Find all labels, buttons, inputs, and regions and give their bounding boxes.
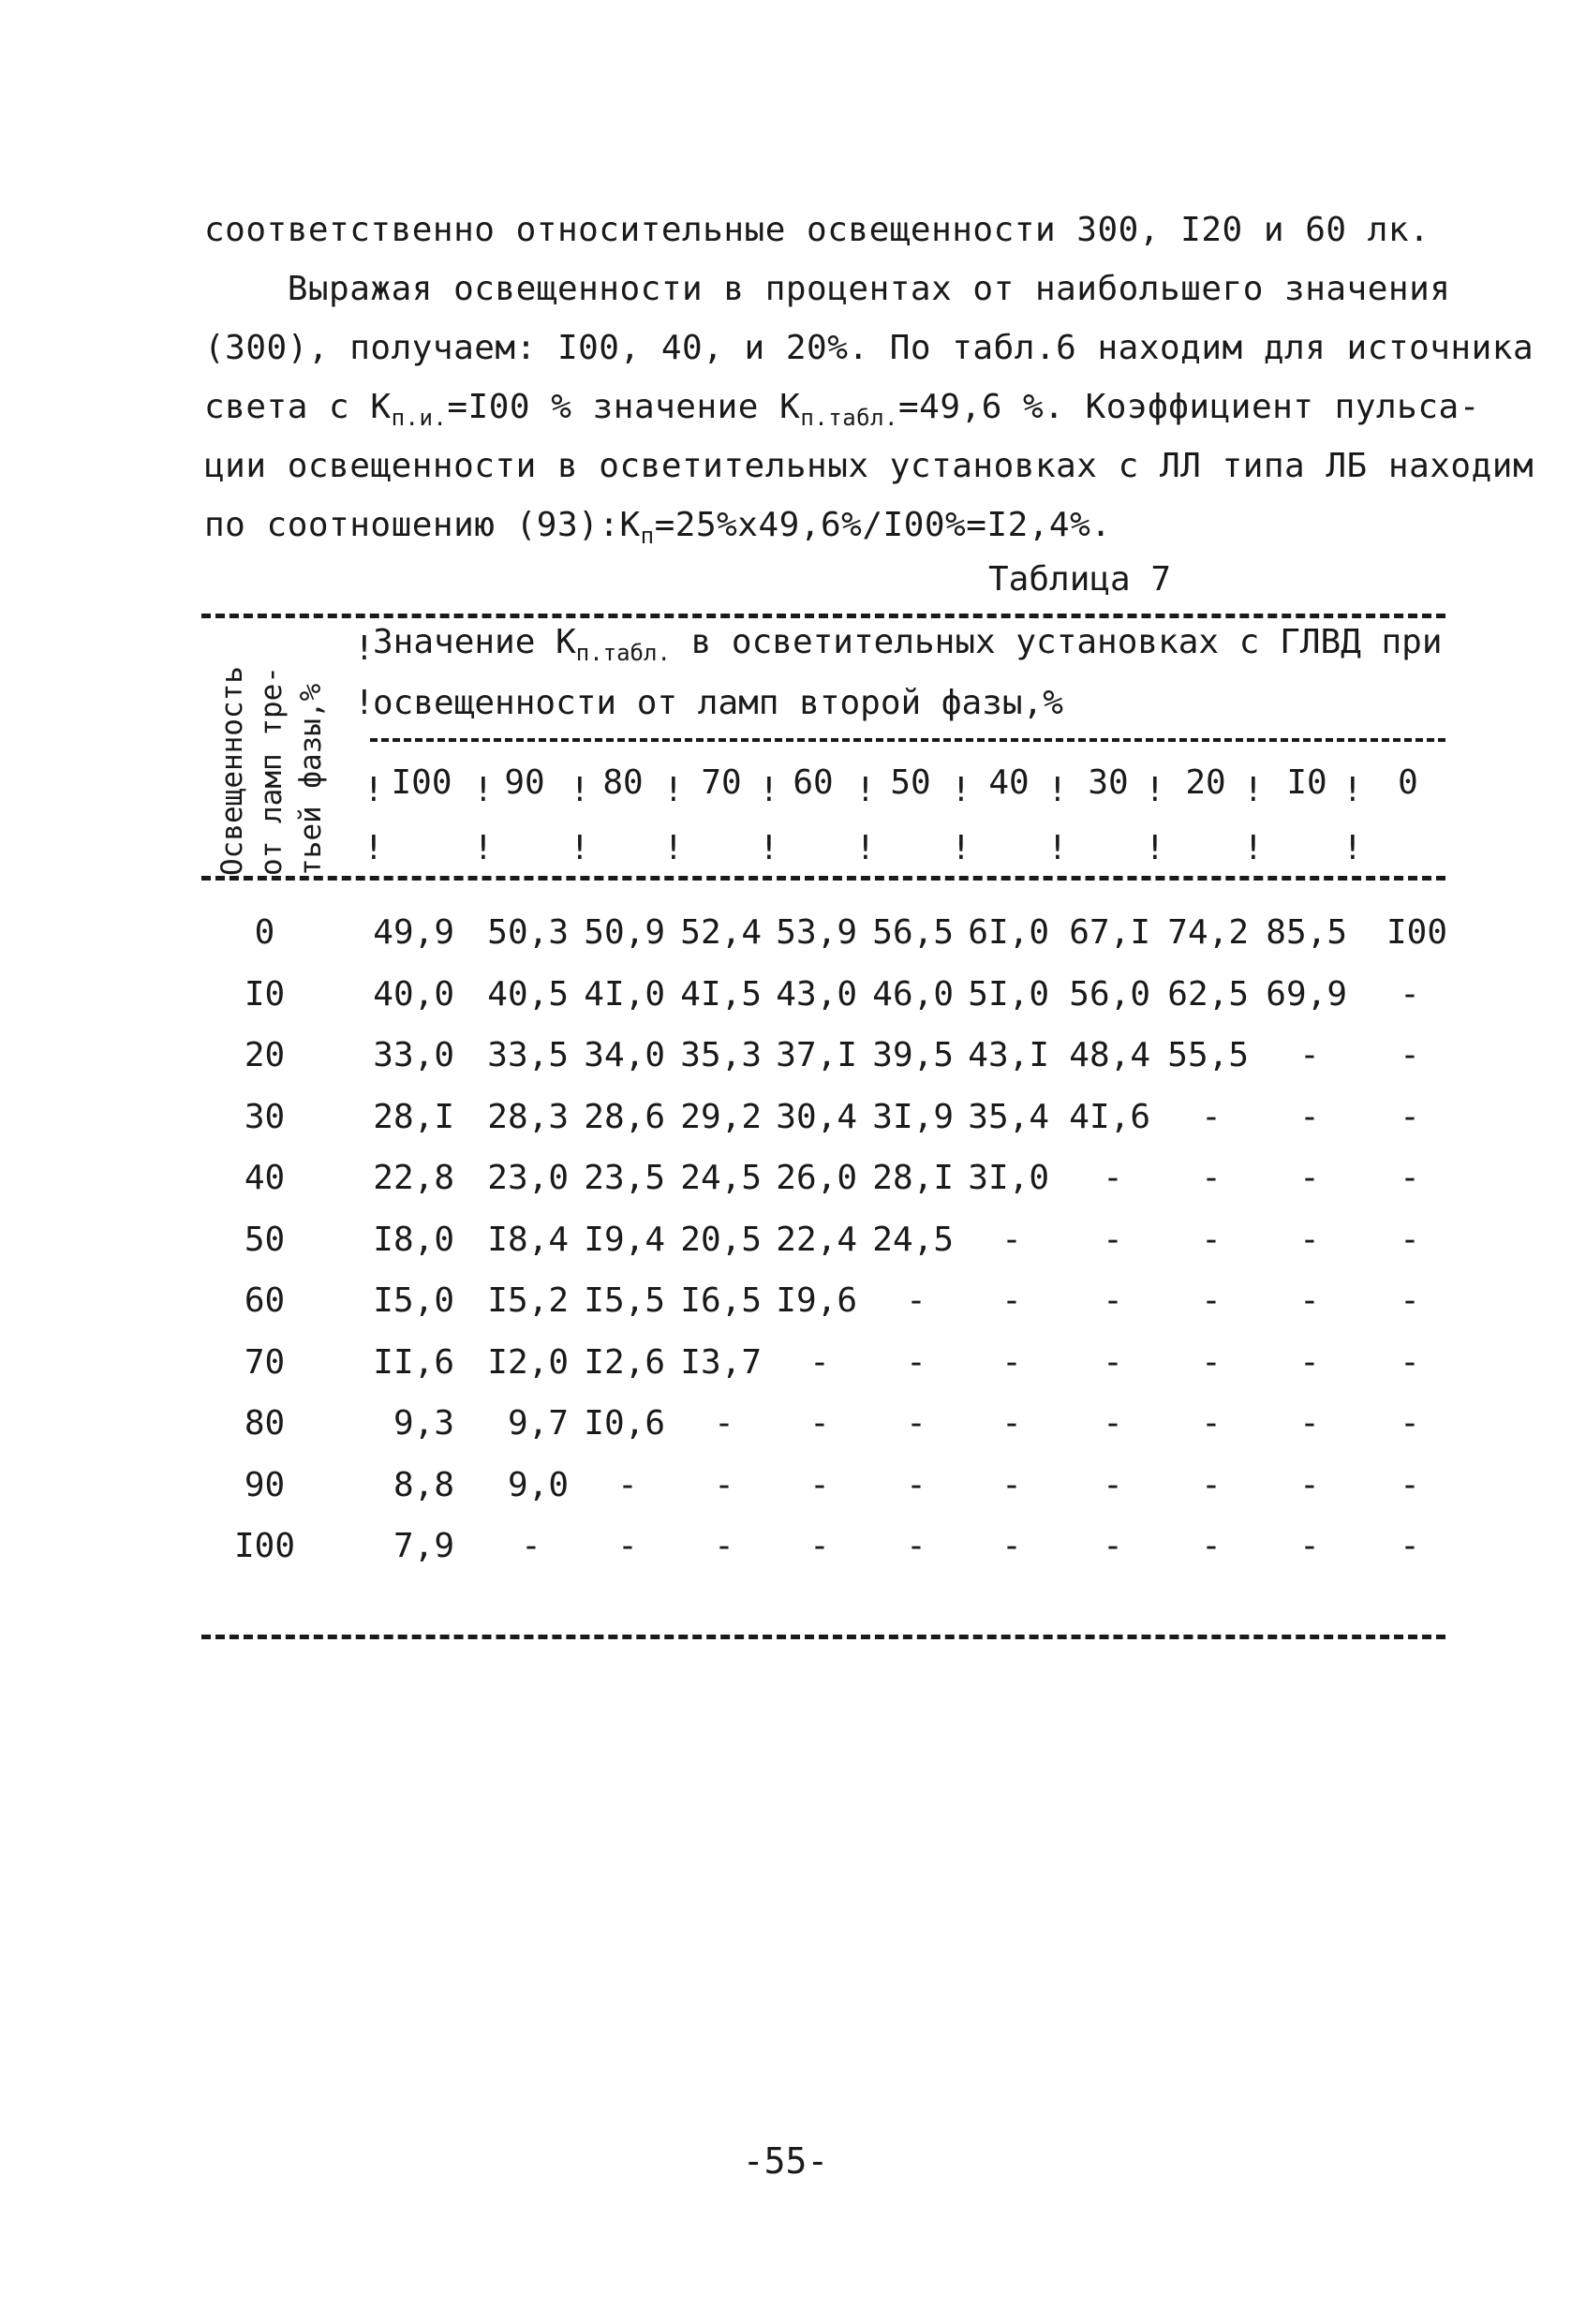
table-cell: - xyxy=(1299,1281,1320,1320)
column-header: 30 xyxy=(1088,763,1129,802)
separator-mark: ! xyxy=(759,829,779,867)
table-cell: - xyxy=(906,1281,926,1320)
column-header: 80 xyxy=(602,763,644,802)
table-cell: 67,I xyxy=(1069,913,1150,952)
table-cell: - xyxy=(1400,1342,1420,1382)
row-label: I00 xyxy=(233,1527,296,1565)
separator-mark: ! xyxy=(363,829,384,867)
table-cell: - xyxy=(1001,1404,1022,1443)
row-header-line-2: от ламп тре- xyxy=(255,666,289,876)
column-header: 90 xyxy=(504,763,545,802)
table-cell: 29,2 xyxy=(680,1097,762,1136)
column-header: 0 xyxy=(1398,763,1418,802)
table-cell: 7,9 xyxy=(393,1527,454,1565)
table-cell: - xyxy=(809,1527,830,1565)
table-cell: 48,4 xyxy=(1069,1036,1150,1074)
table-cell: - xyxy=(1201,1281,1222,1320)
table-cell: - xyxy=(1400,1404,1420,1443)
table-cell: - xyxy=(617,1465,638,1504)
table-cell: - xyxy=(617,1527,638,1565)
table-cell: - xyxy=(1103,1342,1123,1382)
table-cell: 30,4 xyxy=(776,1097,857,1136)
table-cell: - xyxy=(1201,1404,1222,1443)
table-cell: 26,0 xyxy=(776,1159,857,1197)
table-caption: Таблица 7 xyxy=(988,560,1172,599)
table-cell: - xyxy=(1400,1527,1420,1565)
table-cell: I5,5 xyxy=(584,1281,665,1320)
table-cell: 50,9 xyxy=(584,913,665,952)
table-cell: - xyxy=(1001,1465,1022,1504)
separator-mark: ! xyxy=(570,771,590,809)
column-header: 50 xyxy=(890,763,931,802)
table-cell: - xyxy=(809,1465,830,1504)
separator-mark: ! xyxy=(951,771,971,809)
separator-mark: ! xyxy=(951,829,971,867)
table-cell: 34,0 xyxy=(584,1036,665,1074)
row-label: I0 xyxy=(244,974,286,1014)
table-top-rule xyxy=(201,614,1445,618)
row-label: 30 xyxy=(244,1097,286,1136)
text-fragment: в осветительных установках с ГЛВД при xyxy=(670,623,1443,661)
table-cell: - xyxy=(1299,1465,1320,1504)
subscript: п.табл. xyxy=(575,640,671,666)
table-cell: 35,3 xyxy=(680,1036,762,1074)
table-cell: - xyxy=(1299,1036,1320,1074)
separator-mark: ! xyxy=(1243,771,1264,809)
table-cell: 4I,0 xyxy=(584,974,665,1014)
table-cell: 24,5 xyxy=(680,1159,762,1197)
table-cell: - xyxy=(1400,1097,1420,1136)
table-header-line-1 xyxy=(373,623,1443,666)
table-cell: 37,I xyxy=(776,1036,857,1074)
table-cell: 9,3 xyxy=(393,1404,454,1443)
table-header-line-2: освещенности от ламп второй фазы,% xyxy=(373,684,1063,722)
table-cell: - xyxy=(714,1527,734,1565)
table-cell: 9,7 xyxy=(507,1404,569,1443)
table-cell: - xyxy=(1103,1220,1123,1259)
subscript: п.и. xyxy=(391,405,448,431)
table-cell: 62,5 xyxy=(1167,974,1249,1014)
row-label: 20 xyxy=(244,1036,286,1074)
table-cell: 22,4 xyxy=(776,1220,857,1259)
table-cell: 43,0 xyxy=(776,974,857,1014)
separator-mark: ! xyxy=(473,771,494,809)
table-cell: 85,5 xyxy=(1266,913,1347,952)
table-cell: - xyxy=(1299,1342,1320,1382)
separator-mark: ! xyxy=(759,771,779,809)
table-cell: II,6 xyxy=(373,1342,454,1382)
table-cell: 28,3 xyxy=(487,1097,569,1136)
table-cell: 74,2 xyxy=(1167,913,1249,952)
column-header: 60 xyxy=(793,763,834,802)
table-cell: I8,4 xyxy=(487,1220,569,1259)
table-cell: - xyxy=(714,1465,734,1504)
table-cell: 33,0 xyxy=(373,1036,454,1074)
table-cell: 49,9 xyxy=(373,913,454,952)
text-fragment: =49,6 %. Коэффициент пульса- xyxy=(898,388,1480,426)
subscript: п.табл. xyxy=(800,405,898,431)
table-cell: - xyxy=(1001,1342,1022,1382)
table-cell: I2,0 xyxy=(487,1342,569,1382)
table-cell: 52,4 xyxy=(680,913,762,952)
table-cell: - xyxy=(1400,1159,1420,1197)
separator-mark: ! xyxy=(354,629,375,668)
table-cell: - xyxy=(1299,1404,1320,1443)
row-label: 80 xyxy=(244,1404,286,1443)
table-cell: 22,8 xyxy=(373,1159,454,1197)
table-cell: 56,0 xyxy=(1069,974,1150,1014)
table-cell: 28,I xyxy=(872,1159,954,1197)
table-cell: I9,4 xyxy=(584,1220,665,1259)
text-fragment: света с К xyxy=(204,388,392,426)
table-cell: I2,6 xyxy=(584,1342,665,1382)
text-fragment: =25%x49,6%/I00%=I2,4%. xyxy=(654,506,1112,544)
table-cell: 8,8 xyxy=(393,1465,454,1504)
table-cell: 46,0 xyxy=(872,974,954,1014)
table-cell: 33,5 xyxy=(487,1036,569,1074)
table-cell: - xyxy=(1001,1281,1022,1320)
table-cell: - xyxy=(906,1527,926,1565)
table-cell: 4I,6 xyxy=(1069,1097,1150,1136)
column-header: I00 xyxy=(391,763,452,802)
separator-mark: ! xyxy=(1047,771,1068,809)
row-header-line-1: Освещенность xyxy=(215,666,249,876)
table-cell: 4I,5 xyxy=(680,974,762,1014)
table-cell: - xyxy=(1201,1342,1222,1382)
table-cell: - xyxy=(906,1404,926,1443)
table-cell: 40,5 xyxy=(487,974,569,1014)
text-line-2: Выражая освещенности в процентах от наибольшего значения xyxy=(204,270,1451,308)
table-cell: - xyxy=(1400,1465,1420,1504)
table-cell: 28,6 xyxy=(584,1097,665,1136)
table-cell: 6I,0 xyxy=(968,913,1049,952)
table-cell: - xyxy=(1299,1159,1320,1197)
table-cell: - xyxy=(1001,1527,1022,1565)
table-cell: 50,3 xyxy=(487,913,569,952)
separator-mark: ! xyxy=(1342,829,1363,867)
separator-mark: ! xyxy=(663,771,684,809)
table-cell: 39,5 xyxy=(872,1036,954,1074)
table-cell: - xyxy=(1299,1097,1320,1136)
table-cell: I6,5 xyxy=(680,1281,762,1320)
table-cell: 53,9 xyxy=(776,913,857,952)
table-cell: 5I,0 xyxy=(968,974,1049,1014)
separator-mark: ! xyxy=(473,829,494,867)
table-cell: 3I,9 xyxy=(872,1097,954,1136)
row-label: 90 xyxy=(244,1465,286,1504)
table-cell: - xyxy=(1299,1527,1320,1565)
table-cell: 69,9 xyxy=(1266,974,1347,1014)
table-cell: 23,5 xyxy=(584,1159,665,1197)
table-cell: - xyxy=(1400,974,1420,1014)
column-header: 40 xyxy=(988,763,1030,802)
table-cell: 23,0 xyxy=(487,1159,569,1197)
header-inner-rule xyxy=(370,738,1445,742)
table-cell: - xyxy=(714,1404,734,1443)
table-cell: I9,6 xyxy=(776,1281,857,1320)
table-cell: - xyxy=(1201,1097,1222,1136)
text-line-3: (300), получаем: I00, 40, и 20%. По табл.6 находим для источника xyxy=(204,329,1534,367)
row-header-line-3: тьей фазы,% xyxy=(294,683,328,876)
text-line-1: соответственно относительные освещенности 300, I20 и 60 лк. xyxy=(204,211,1430,249)
table-cell: 35,4 xyxy=(968,1097,1049,1136)
table-cell: I5,0 xyxy=(373,1281,454,1320)
row-label: 50 xyxy=(244,1220,286,1259)
table-bottom-rule xyxy=(201,1635,1445,1639)
table-cell: - xyxy=(1400,1220,1420,1259)
row-label: 70 xyxy=(244,1342,286,1382)
table-cell: 20,5 xyxy=(680,1220,762,1259)
text-fragment: Значение К xyxy=(373,623,576,661)
table-cell: I5,2 xyxy=(487,1281,569,1320)
table-cell: 43,I xyxy=(968,1036,1049,1074)
separator-mark: ! xyxy=(663,829,684,867)
table-cell: - xyxy=(906,1342,926,1382)
text-line-4 xyxy=(204,385,1480,440)
row-label: 40 xyxy=(244,1159,286,1197)
table-cell: 55,5 xyxy=(1167,1036,1249,1074)
table-cell: 24,5 xyxy=(872,1220,954,1259)
row-label: 0 xyxy=(254,913,275,952)
separator-mark: ! xyxy=(363,771,384,809)
separator-mark: ! xyxy=(354,684,375,722)
column-header: 20 xyxy=(1185,763,1226,802)
table-cell: - xyxy=(521,1527,541,1565)
separator-mark: ! xyxy=(570,829,590,867)
separator-mark: ! xyxy=(1145,771,1165,809)
text-fragment: =I00 % значение К xyxy=(447,388,801,426)
separator-mark: ! xyxy=(855,829,876,867)
table-cell: - xyxy=(1103,1281,1123,1320)
table-cell: - xyxy=(906,1465,926,1504)
table-cell: 40,0 xyxy=(373,974,454,1014)
table-cell: - xyxy=(1201,1527,1222,1565)
header-bottom-rule xyxy=(201,876,1445,881)
table-cell: - xyxy=(809,1342,830,1382)
table-cell: 9,0 xyxy=(507,1465,569,1504)
table-cell: - xyxy=(1103,1465,1123,1504)
table-cell: - xyxy=(1103,1159,1123,1197)
separator-mark: ! xyxy=(1342,771,1363,809)
table-cell: - xyxy=(1103,1527,1123,1565)
table-cell: - xyxy=(1201,1465,1222,1504)
table-cell: I8,0 xyxy=(373,1220,454,1259)
column-header: I0 xyxy=(1286,763,1327,802)
table-cell: - xyxy=(1400,1036,1420,1074)
table-cell: - xyxy=(1201,1220,1222,1259)
table-cell: - xyxy=(1400,1281,1420,1320)
table-cell: 56,5 xyxy=(872,913,954,952)
row-label: 60 xyxy=(244,1281,286,1320)
table-cell: - xyxy=(1201,1159,1222,1197)
text-fragment: по соотношению (93):К xyxy=(204,506,641,544)
table-cell: - xyxy=(1103,1404,1123,1443)
table-cell: - xyxy=(809,1404,830,1443)
subscript: п xyxy=(640,523,655,549)
separator-mark: ! xyxy=(1047,829,1068,867)
table-cell: I0,6 xyxy=(584,1404,665,1443)
table-cell: I3,7 xyxy=(680,1342,762,1382)
text-line-5: ции освещенности в осветительных установках с ЛЛ типа ЛБ находим xyxy=(204,447,1534,485)
table-cell: 28,I xyxy=(373,1097,454,1136)
separator-mark: ! xyxy=(1243,829,1264,867)
separator-mark: ! xyxy=(1145,829,1165,867)
row-header-vertical xyxy=(204,623,345,876)
table-cell: - xyxy=(1001,1220,1022,1259)
table-cell: I00 xyxy=(1386,913,1447,952)
page-number: -55- xyxy=(742,2140,829,2182)
table-cell: 3I,0 xyxy=(968,1159,1049,1197)
column-header: 70 xyxy=(701,763,742,802)
text-line-6 xyxy=(204,503,1111,558)
table-cell: - xyxy=(1299,1220,1320,1259)
separator-mark: ! xyxy=(855,771,876,809)
